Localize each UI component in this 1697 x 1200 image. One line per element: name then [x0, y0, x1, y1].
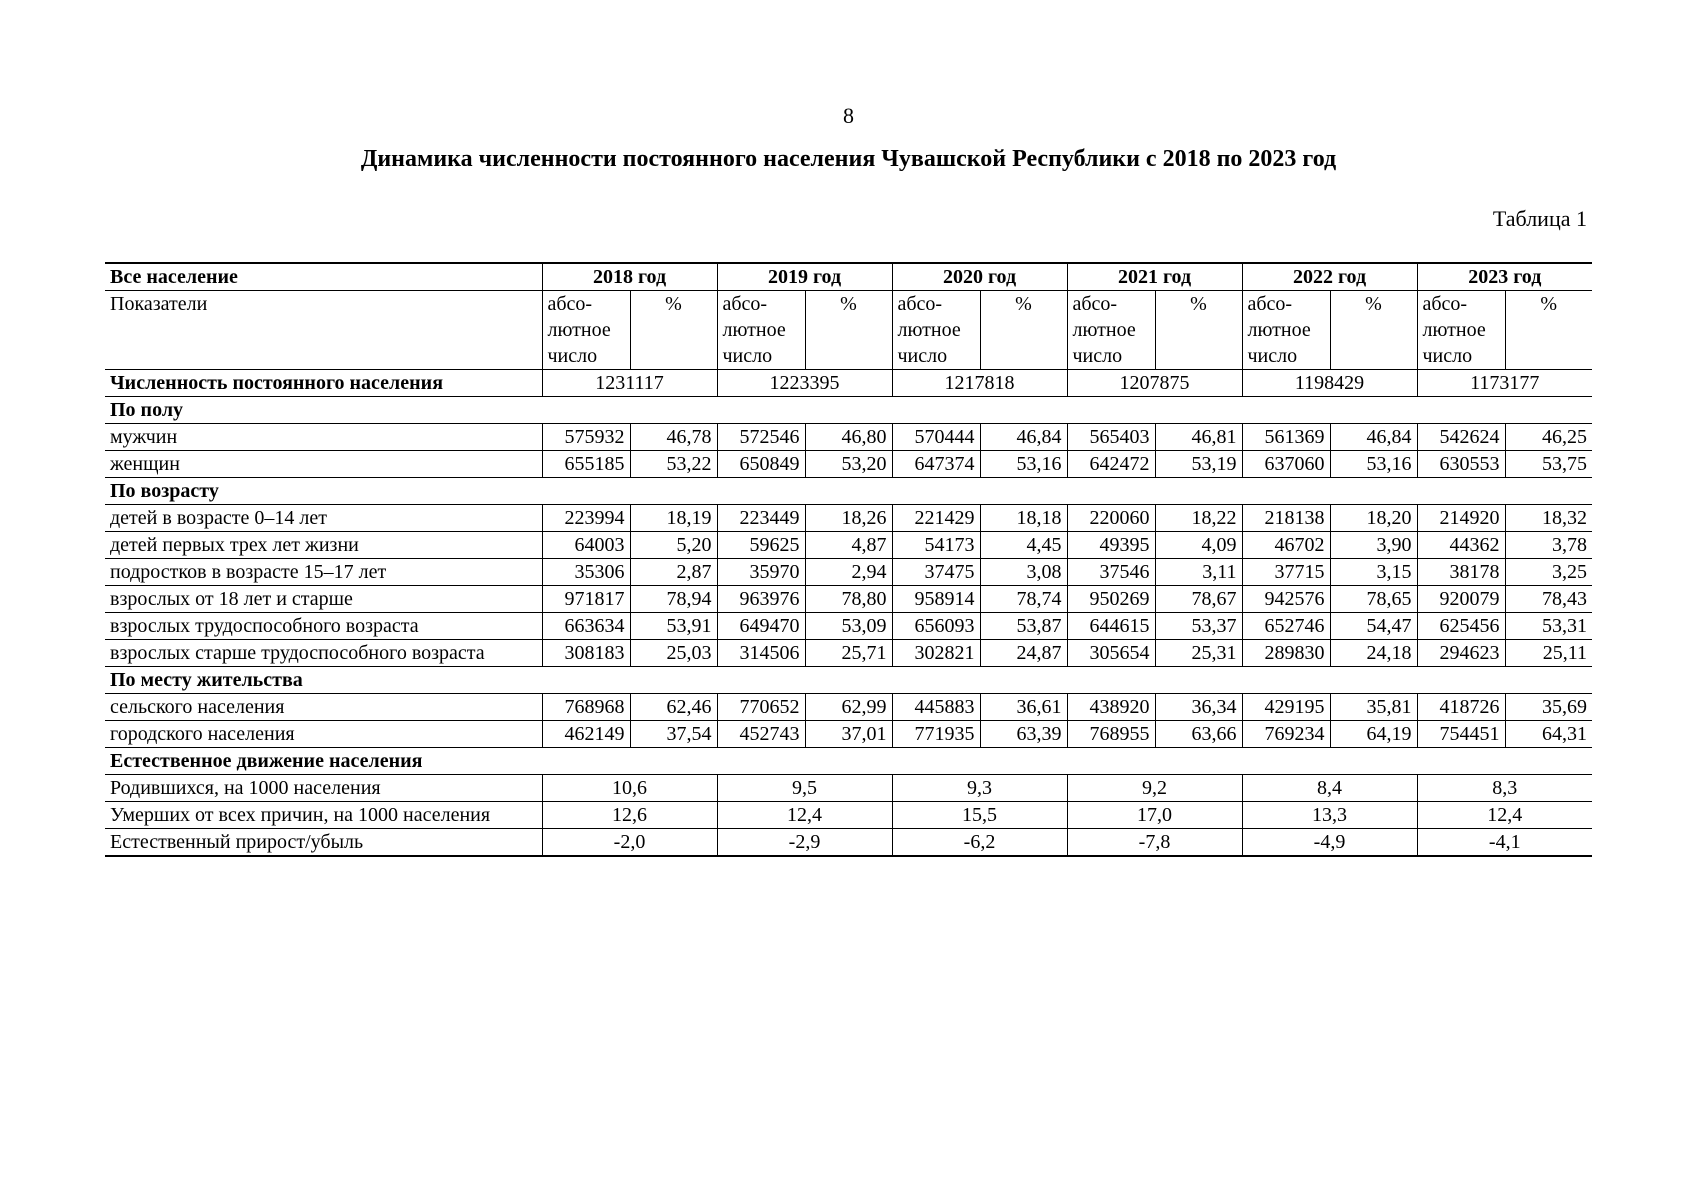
- rate-cell: 9,2: [1067, 775, 1242, 802]
- rate-cell: 9,3: [892, 775, 1067, 802]
- percent-cell: 63,39: [980, 721, 1067, 748]
- rate-cell: 10,6: [542, 775, 717, 802]
- abs-value-cell: 570444: [892, 424, 980, 451]
- percent-cell: 53,22: [630, 451, 717, 478]
- abs-value-cell: 644615: [1067, 613, 1155, 640]
- percent-cell: 46,84: [980, 424, 1067, 451]
- abs-value-cell: 565403: [1067, 424, 1155, 451]
- year-header: 2019 год: [717, 263, 892, 291]
- percent-cell: 46,84: [1330, 424, 1417, 451]
- abs-value-cell: 445883: [892, 694, 980, 721]
- abs-value-cell: 223994: [542, 505, 630, 532]
- percent-cell: 62,46: [630, 694, 717, 721]
- percent-cell: 53,09: [805, 613, 892, 640]
- rate-cell: 13,3: [1242, 802, 1417, 829]
- table-row: [105, 694, 1592, 721]
- percent-cell: 3,15: [1330, 559, 1417, 586]
- abs-number-header: абсо-лютное число: [542, 291, 630, 370]
- rate-cell: 8,4: [1242, 775, 1417, 802]
- rate-cell: -4,9: [1242, 829, 1417, 857]
- table-row: [105, 721, 1592, 748]
- abs-value-cell: 950269: [1067, 586, 1155, 613]
- percent-cell: 64,19: [1330, 721, 1417, 748]
- percent-cell: 78,74: [980, 586, 1067, 613]
- abs-value-cell: 642472: [1067, 451, 1155, 478]
- percent-cell: 46,78: [630, 424, 717, 451]
- percent-cell: 25,11: [1505, 640, 1592, 667]
- table-row: [105, 532, 1592, 559]
- section-natural-movement: Естественное движение населения: [105, 748, 1592, 775]
- abs-value-cell: 438920: [1067, 694, 1155, 721]
- percent-cell: 53,87: [980, 613, 1067, 640]
- section-row: [105, 397, 1592, 424]
- percent-cell: 46,25: [1505, 424, 1592, 451]
- row-label: женщин: [105, 451, 542, 478]
- abs-value-cell: 630553: [1417, 451, 1505, 478]
- abs-value-cell: 971817: [542, 586, 630, 613]
- percent-cell: 46,81: [1155, 424, 1242, 451]
- abs-value-cell: 649470: [717, 613, 805, 640]
- abs-value-cell: 35970: [717, 559, 805, 586]
- percent-cell: 18,32: [1505, 505, 1592, 532]
- percent-cell: 64,31: [1505, 721, 1592, 748]
- row-label: взрослых от 18 лет и старше: [105, 586, 542, 613]
- table-row: [105, 775, 1592, 802]
- row-label: детей в возрасте 0–14 лет: [105, 505, 542, 532]
- abs-value-cell: 647374: [892, 451, 980, 478]
- rate-cell: 8,3: [1417, 775, 1592, 802]
- table-label: Таблица 1: [1492, 206, 1587, 231]
- abs-value-cell: 771935: [892, 721, 980, 748]
- row-label: взрослых трудоспособного возраста: [105, 613, 542, 640]
- percent-cell: 53,75: [1505, 451, 1592, 478]
- table-row: [105, 559, 1592, 586]
- abs-value-cell: 64003: [542, 532, 630, 559]
- percent-cell: 25,31: [1155, 640, 1242, 667]
- percent-cell: 3,90: [1330, 532, 1417, 559]
- indicators-label: Показатели: [105, 291, 542, 370]
- percent-header: %: [1155, 291, 1242, 370]
- abs-value-cell: 218138: [1242, 505, 1330, 532]
- table-row: [105, 829, 1592, 857]
- percent-cell: 25,03: [630, 640, 717, 667]
- table-row: [105, 640, 1592, 667]
- abs-value-cell: 542624: [1417, 424, 1505, 451]
- section-row: [105, 478, 1592, 505]
- rate-cell: -2,0: [542, 829, 717, 857]
- abs-value-cell: 561369: [1242, 424, 1330, 451]
- total-value: 1207875: [1067, 370, 1242, 397]
- row-label: городского населения: [105, 721, 542, 748]
- percent-cell: 78,94: [630, 586, 717, 613]
- rate-cell: 15,5: [892, 802, 1067, 829]
- percent-cell: 24,87: [980, 640, 1067, 667]
- abs-number-header: абсо-лютное число: [1242, 291, 1330, 370]
- abs-value-cell: 452743: [717, 721, 805, 748]
- abs-number-header: абсо-лютное число: [1417, 291, 1505, 370]
- total-value: 1198429: [1242, 370, 1417, 397]
- abs-number-header: абсо-лютное число: [1067, 291, 1155, 370]
- percent-header: %: [805, 291, 892, 370]
- rate-cell: -2,9: [717, 829, 892, 857]
- percent-cell: 78,80: [805, 586, 892, 613]
- abs-value-cell: 59625: [717, 532, 805, 559]
- abs-value-cell: 294623: [1417, 640, 1505, 667]
- row-label: сельского населения: [105, 694, 542, 721]
- table-row: [105, 505, 1592, 532]
- abs-value-cell: 308183: [542, 640, 630, 667]
- abs-value-cell: 37475: [892, 559, 980, 586]
- percent-header: %: [1330, 291, 1417, 370]
- total-label: Численность постоянного населения: [105, 370, 542, 397]
- year-header: 2020 год: [892, 263, 1067, 291]
- percent-cell: 46,80: [805, 424, 892, 451]
- percent-cell: 63,66: [1155, 721, 1242, 748]
- abs-value-cell: 754451: [1417, 721, 1505, 748]
- percent-cell: 18,18: [980, 505, 1067, 532]
- percent-header: %: [630, 291, 717, 370]
- page-number: 8: [843, 103, 854, 128]
- abs-value-cell: 220060: [1067, 505, 1155, 532]
- row-label: взрослых старше трудоспособного возраста: [105, 640, 542, 667]
- abs-value-cell: 46702: [1242, 532, 1330, 559]
- percent-cell: 2,94: [805, 559, 892, 586]
- table-row: [105, 451, 1592, 478]
- percent-cell: 18,19: [630, 505, 717, 532]
- total-row: [105, 370, 1592, 397]
- abs-value-cell: 37546: [1067, 559, 1155, 586]
- abs-value-cell: 625456: [1417, 613, 1505, 640]
- abs-number-header: абсо-лютное число: [717, 291, 805, 370]
- percent-cell: 62,99: [805, 694, 892, 721]
- percent-cell: 4,87: [805, 532, 892, 559]
- table-row: [105, 613, 1592, 640]
- percent-cell: 18,26: [805, 505, 892, 532]
- percent-cell: 25,71: [805, 640, 892, 667]
- abs-value-cell: 652746: [1242, 613, 1330, 640]
- percent-cell: 35,81: [1330, 694, 1417, 721]
- percent-cell: 2,87: [630, 559, 717, 586]
- abs-value-cell: 418726: [1417, 694, 1505, 721]
- abs-value-cell: 302821: [892, 640, 980, 667]
- percent-cell: 3,25: [1505, 559, 1592, 586]
- rate-cell: 12,4: [717, 802, 892, 829]
- abs-value-cell: 38178: [1417, 559, 1505, 586]
- abs-value-cell: 655185: [542, 451, 630, 478]
- rate-cell: -4,1: [1417, 829, 1592, 857]
- percent-cell: 53,31: [1505, 613, 1592, 640]
- header-row-years: [105, 263, 1592, 291]
- page-title: Динамика численности постоянного населения Чувашской Республики с 2018 по 2023 год: [360, 146, 1337, 172]
- row-label: детей первых трех лет жизни: [105, 532, 542, 559]
- section-by-sex: По полу: [105, 397, 1592, 424]
- percent-cell: 37,01: [805, 721, 892, 748]
- percent-cell: 78,43: [1505, 586, 1592, 613]
- rate-cell: 12,4: [1417, 802, 1592, 829]
- abs-value-cell: 54173: [892, 532, 980, 559]
- section-by-age: По возрасту: [105, 478, 1592, 505]
- table-row: [105, 802, 1592, 829]
- abs-value-cell: 770652: [717, 694, 805, 721]
- abs-number-header: абсо-лютное число: [892, 291, 980, 370]
- rate-cell: 17,0: [1067, 802, 1242, 829]
- abs-value-cell: 214920: [1417, 505, 1505, 532]
- percent-cell: 5,20: [630, 532, 717, 559]
- percent-cell: 53,16: [980, 451, 1067, 478]
- abs-value-cell: 572546: [717, 424, 805, 451]
- year-header: 2018 год: [542, 263, 717, 291]
- section-by-residence: По месту жительства: [105, 667, 1592, 694]
- percent-cell: 53,16: [1330, 451, 1417, 478]
- year-header: 2022 год: [1242, 263, 1417, 291]
- percent-cell: 78,65: [1330, 586, 1417, 613]
- abs-value-cell: 429195: [1242, 694, 1330, 721]
- total-value: 1231117: [542, 370, 717, 397]
- abs-value-cell: 314506: [717, 640, 805, 667]
- percent-cell: 35,69: [1505, 694, 1592, 721]
- percent-cell: 53,19: [1155, 451, 1242, 478]
- percent-cell: 53,91: [630, 613, 717, 640]
- abs-value-cell: 650849: [717, 451, 805, 478]
- abs-value-cell: 958914: [892, 586, 980, 613]
- percent-cell: 4,45: [980, 532, 1067, 559]
- abs-value-cell: 462149: [542, 721, 630, 748]
- section-row: [105, 748, 1592, 775]
- percent-cell: 36,61: [980, 694, 1067, 721]
- rate-cell: 9,5: [717, 775, 892, 802]
- percent-cell: 53,20: [805, 451, 892, 478]
- percent-cell: 36,34: [1155, 694, 1242, 721]
- abs-value-cell: 942576: [1242, 586, 1330, 613]
- abs-value-cell: 768955: [1067, 721, 1155, 748]
- abs-value-cell: 289830: [1242, 640, 1330, 667]
- percent-cell: 4,09: [1155, 532, 1242, 559]
- table-row: [105, 586, 1592, 613]
- percent-cell: 53,37: [1155, 613, 1242, 640]
- abs-value-cell: 305654: [1067, 640, 1155, 667]
- abs-value-cell: 575932: [542, 424, 630, 451]
- year-header: 2023 год: [1417, 263, 1592, 291]
- percent-cell: 18,22: [1155, 505, 1242, 532]
- total-value: 1173177: [1417, 370, 1592, 397]
- all-population-label: Все население: [105, 263, 542, 291]
- abs-value-cell: 637060: [1242, 451, 1330, 478]
- abs-value-cell: 768968: [542, 694, 630, 721]
- row-label: подростков в возрасте 15–17 лет: [105, 559, 542, 586]
- abs-value-cell: 663634: [542, 613, 630, 640]
- percent-cell: 24,18: [1330, 640, 1417, 667]
- percent-header: %: [980, 291, 1067, 370]
- percent-header: %: [1505, 291, 1592, 370]
- abs-value-cell: 769234: [1242, 721, 1330, 748]
- abs-value-cell: 223449: [717, 505, 805, 532]
- row-label: Естественный прирост/убыль: [105, 829, 542, 857]
- percent-cell: 3,11: [1155, 559, 1242, 586]
- percent-cell: 3,08: [980, 559, 1067, 586]
- abs-value-cell: 37715: [1242, 559, 1330, 586]
- percent-cell: 54,47: [1330, 613, 1417, 640]
- header-row-subcolumns: [105, 291, 1592, 370]
- abs-value-cell: 963976: [717, 586, 805, 613]
- population-table: [105, 262, 1592, 857]
- rate-cell: -7,8: [1067, 829, 1242, 857]
- total-value: 1217818: [892, 370, 1067, 397]
- section-row: [105, 667, 1592, 694]
- row-label: Родившихся, на 1000 населения: [105, 775, 542, 802]
- table-row: [105, 424, 1592, 451]
- rate-cell: -6,2: [892, 829, 1067, 857]
- abs-value-cell: 920079: [1417, 586, 1505, 613]
- percent-cell: 78,67: [1155, 586, 1242, 613]
- row-label: мужчин: [105, 424, 542, 451]
- percent-cell: 18,20: [1330, 505, 1417, 532]
- percent-cell: 37,54: [630, 721, 717, 748]
- abs-value-cell: 44362: [1417, 532, 1505, 559]
- abs-value-cell: 656093: [892, 613, 980, 640]
- year-header: 2021 год: [1067, 263, 1242, 291]
- total-value: 1223395: [717, 370, 892, 397]
- percent-cell: 3,78: [1505, 532, 1592, 559]
- abs-value-cell: 35306: [542, 559, 630, 586]
- row-label: Умерших от всех причин, на 1000 населения: [105, 802, 542, 829]
- rate-cell: 12,6: [542, 802, 717, 829]
- abs-value-cell: 221429: [892, 505, 980, 532]
- abs-value-cell: 49395: [1067, 532, 1155, 559]
